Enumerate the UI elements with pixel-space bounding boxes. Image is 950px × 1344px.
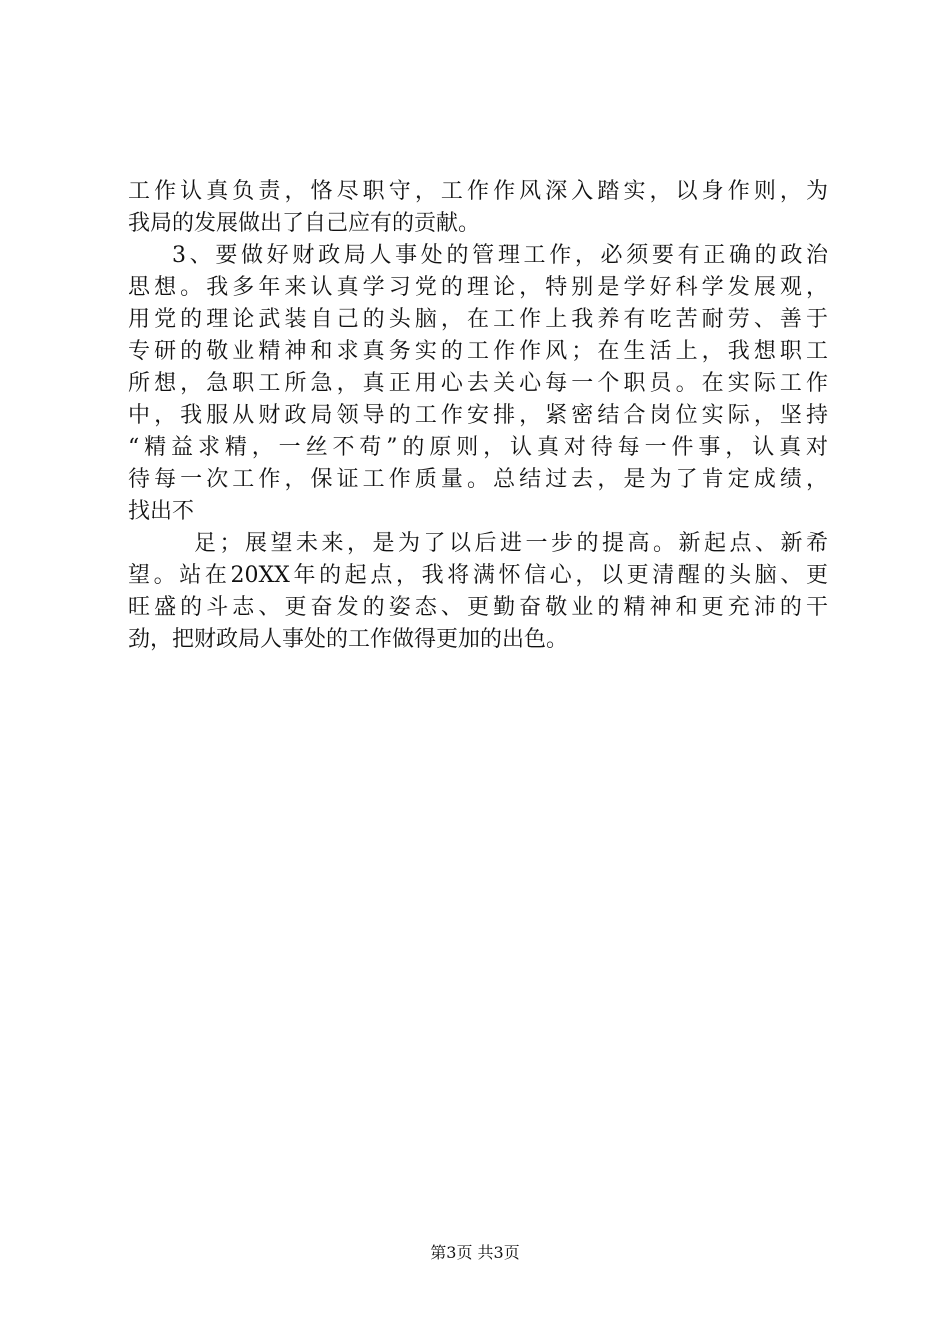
text-line: 足；展望未来，是为了以后进一步的提高。新起点、新希 [194,531,828,556]
text-line: 劲，把财政局人事处的工作做得更加的出色。 [128,627,569,652]
text-line: 望。站在20XX年的起点，我将满怀信心，以更清醒的头脑、更 [128,563,828,588]
text-line: “精益求精，一丝不苟”的原则，认真对待每一件事，认真对 [128,435,828,460]
page-number: 第3页 共3页 [430,1243,520,1262]
text-line: 所想，急职工所急，真正用心去关心每一个职员。在实际工作 [128,371,828,396]
text-line: 工作认真负责，恪尽职守，工作作风深入踏实，以身作则，为 [128,179,828,204]
text-line: 专研的敬业精神和求真务实的工作作风；在生活上，我想职工 [128,339,828,364]
text-line: 思想。我多年来认真学习党的理论，特别是学好科学发展观， [128,275,828,300]
text-line: 找出不 [128,499,195,524]
text-line: 3、要做好财政局人事处的管理工作，必须要有正确的政治 [172,243,828,268]
text-line: 中，我服从财政局领导的工作安排，紧密结合岗位实际，坚持 [128,403,828,428]
page-footer [0,1242,950,1264]
body-text [128,176,828,656]
text-line: 待每一次工作，保证工作质量。总结过去，是为了肯定成绩， [128,467,828,492]
text-line: 用党的理论武装自己的头脑，在工作上我养有吃苦耐劳、善于 [128,307,828,332]
text-line: 旺盛的斗志、更奋发的姿态、更勤奋敬业的精神和更充沛的干 [128,595,828,620]
text-line: 我局的发展做出了自己应有的贡献。 [128,211,481,236]
